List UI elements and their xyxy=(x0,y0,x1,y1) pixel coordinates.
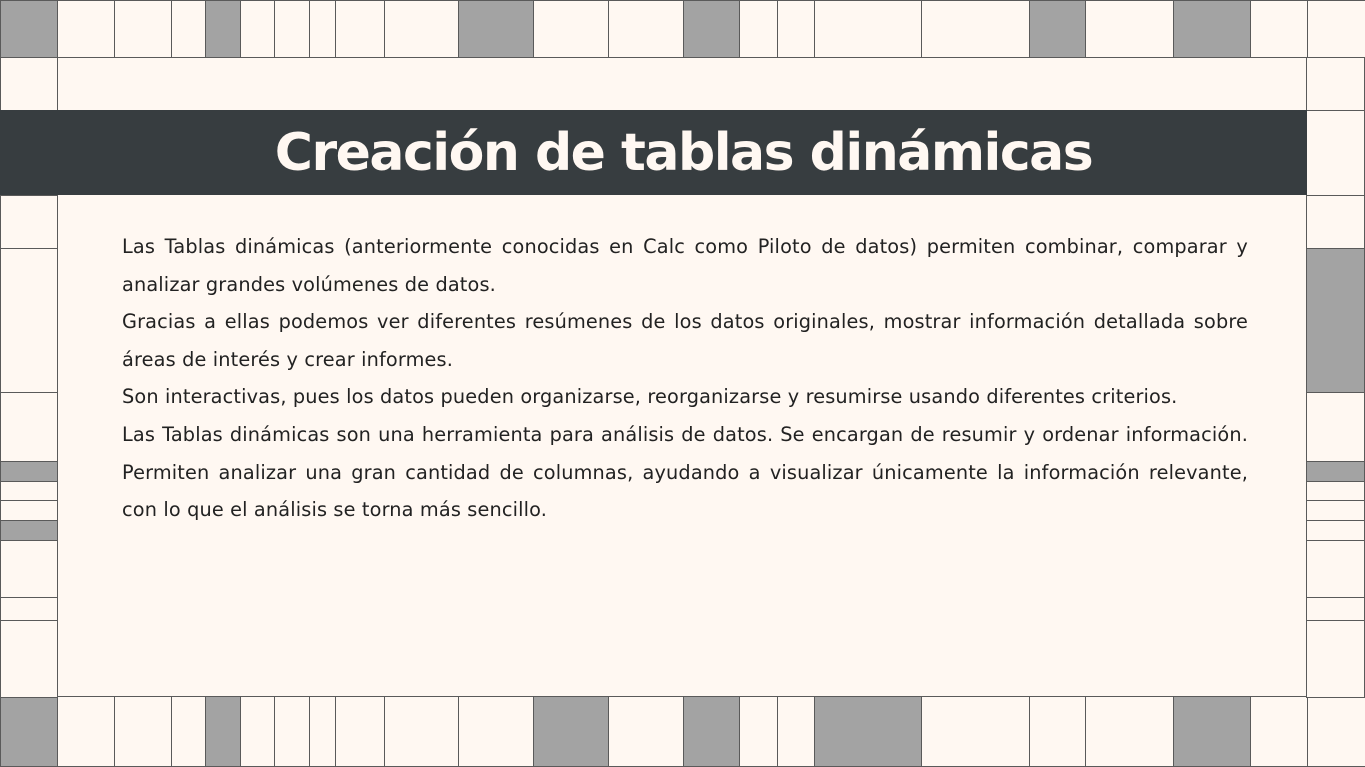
grid-cell xyxy=(57,0,115,58)
grid-cell xyxy=(114,696,172,767)
grid-cell xyxy=(0,481,58,501)
grid-cell xyxy=(921,696,1030,767)
grid-cell xyxy=(1306,520,1365,541)
grid-cell xyxy=(1306,461,1365,482)
grid-cell xyxy=(384,696,459,767)
grid-cell xyxy=(0,597,58,621)
grid-cell xyxy=(458,696,534,767)
grid-cell xyxy=(274,696,310,767)
grid-cell xyxy=(1173,696,1251,767)
grid-cell xyxy=(240,696,275,767)
grid-cell xyxy=(1029,0,1086,58)
grid-cell xyxy=(1306,540,1365,598)
grid-cell xyxy=(0,248,58,393)
grid-cell xyxy=(0,195,58,249)
title-band xyxy=(0,110,1307,195)
grid-cell xyxy=(739,0,778,58)
grid-cell xyxy=(0,620,58,698)
grid-cell xyxy=(240,0,275,58)
grid-cell xyxy=(0,392,58,462)
grid-cell xyxy=(1306,110,1365,196)
grid-cell xyxy=(777,0,815,58)
slide-title: Creación de tablas dinámicas xyxy=(274,122,1093,183)
grid-cell xyxy=(0,461,58,482)
grid-cell xyxy=(0,57,58,111)
grid-cell xyxy=(1306,392,1365,462)
grid-cell xyxy=(1085,0,1174,58)
grid-cell xyxy=(205,696,241,767)
grid-cell xyxy=(1306,195,1365,249)
grid-cell xyxy=(114,0,172,58)
grid-cell xyxy=(205,0,241,58)
grid-cell xyxy=(309,0,336,58)
grid-cell xyxy=(335,0,385,58)
grid-cell xyxy=(1307,696,1365,767)
grid-cell xyxy=(683,0,740,58)
grid-cell xyxy=(1306,500,1365,521)
grid-cell xyxy=(777,696,815,767)
grid-cell xyxy=(274,0,310,58)
body-text xyxy=(122,228,1248,529)
paragraph: Gracias a ellas podemos ver diferentes resúmenes de los datos originales, mostrar información detallada sobre áreas de interés y crear informes. xyxy=(122,310,1248,371)
paragraph: Las Tablas dinámicas (anteriormente conocidas en Calc como Piloto de datos) permiten combinar, comparar y analizar grandes volúmenes de datos. xyxy=(122,235,1248,296)
grid-cell xyxy=(1306,620,1365,698)
grid-cell xyxy=(0,540,58,598)
grid-cell xyxy=(57,696,115,767)
grid-cell xyxy=(921,0,1030,58)
grid-cell xyxy=(1306,481,1365,501)
grid-cell xyxy=(533,696,609,767)
grid-cell xyxy=(683,696,740,767)
grid-cell xyxy=(1306,57,1365,111)
paragraph: Son interactivas, pues los datos pueden organizarse, reorganizarse y resumirse usando diferentes criterios. xyxy=(122,385,1178,409)
grid-cell xyxy=(608,0,684,58)
grid-cell xyxy=(814,0,922,58)
grid-cell xyxy=(814,696,922,767)
grid-cell xyxy=(1029,696,1086,767)
grid-cell xyxy=(1250,0,1308,58)
grid-cell xyxy=(0,696,58,767)
grid-cell xyxy=(171,0,206,58)
grid-cell xyxy=(739,696,778,767)
grid-cell xyxy=(1307,0,1365,58)
grid-cell xyxy=(309,696,336,767)
grid-cell xyxy=(335,696,385,767)
grid-cell xyxy=(533,0,609,58)
grid-cell xyxy=(384,0,459,58)
grid-cell xyxy=(0,500,58,521)
grid-cell xyxy=(1306,248,1365,393)
grid-cell xyxy=(0,0,58,58)
grid-cell xyxy=(1306,597,1365,621)
grid-cell xyxy=(1173,0,1251,58)
grid-cell xyxy=(0,520,58,541)
grid-cell xyxy=(171,696,206,767)
grid-cell xyxy=(608,696,684,767)
grid-cell xyxy=(1250,696,1308,767)
grid-cell xyxy=(458,0,534,58)
paragraph: Las Tablas dinámicas son una herramienta para análisis de datos. Se encargan de resumir y ordenar información. Permiten analizar una gran cantidad de columnas, ayudando a visualizar únicamente la información relevante, con lo que el análisis se torna más sencillo. xyxy=(122,422,1248,522)
grid-cell xyxy=(1085,696,1174,767)
